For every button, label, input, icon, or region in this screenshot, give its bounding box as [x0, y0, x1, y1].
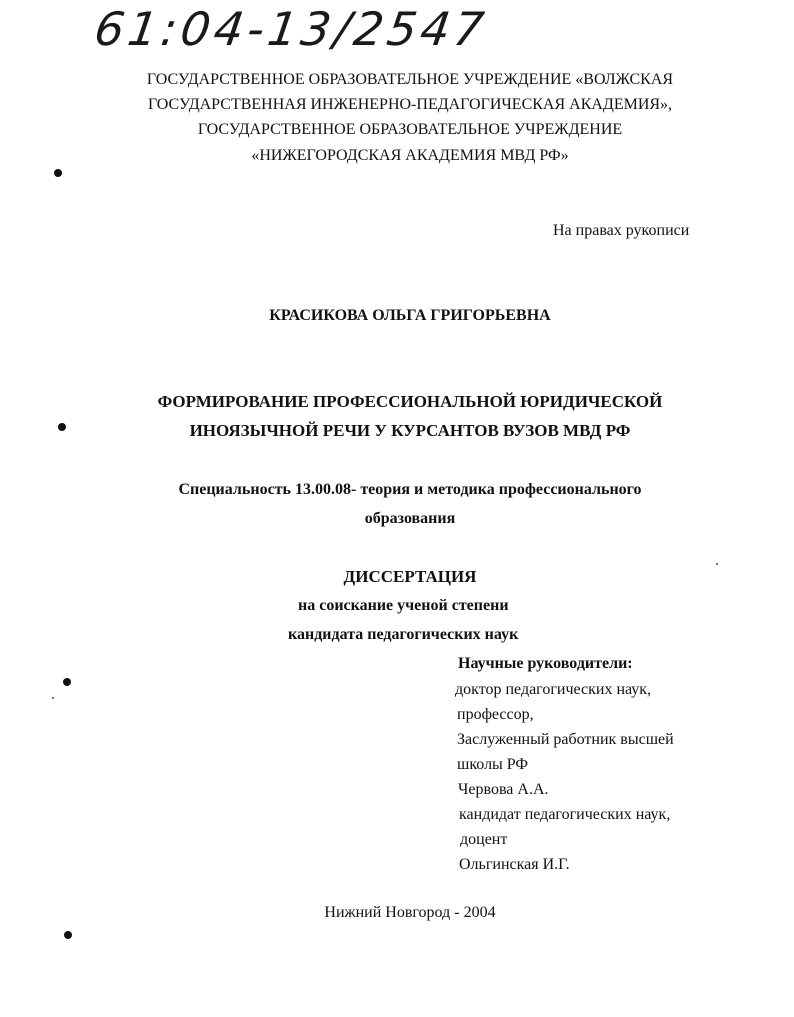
city-year: Нижний Новгород - 2004 [324, 904, 496, 921]
dissertation-title-line-2: ИНОЯЗЫЧНОЙ РЕЧИ У КУРСАНТОВ ВУЗОВ МВД РФ [189, 421, 631, 440]
institution-header-line-4: «НИЖЕГОРОДСКАЯ АКАДЕМИЯ МВД РФ» [251, 147, 569, 164]
dissertation-heading: ДИССЕРТАЦИЯ [343, 567, 477, 586]
supervisor-line: кандидат педагогических наук, [459, 806, 671, 823]
institution-header-line-2: ГОСУДАРСТВЕННАЯ ИНЖЕНЕРНО-ПЕДАГОГИЧЕСКАЯ АКАДЕМИЯ», [147, 96, 673, 113]
institution-header-line-3: ГОСУДАРСТВЕННОЕ ОБРАЗОВАТЕЛЬНОЕ УЧРЕЖДЕНИЕ [197, 121, 623, 138]
scan-speck [716, 563, 718, 565]
binding-hole-mark [64, 931, 72, 939]
dissertation-title-line-1: ФОРМИРОВАНИЕ ПРОФЕССИОНАЛЬНОЙ ЮРИДИЧЕСКОЙ [157, 392, 663, 411]
rights-note: На правах рукописи [553, 222, 690, 239]
supervisor-line: доцент [460, 831, 508, 848]
supervisor-line: Червова А.А. [458, 781, 549, 798]
supervisor-line: школы РФ [457, 756, 529, 773]
handwritten-archive-code: 61:04-13/2547 [91, 2, 492, 56]
supervisor-line: Ольгинская И.Г. [459, 856, 570, 873]
supervisor-line: профессор, [457, 706, 534, 723]
degree-line-2: кандидата педагогических наук [288, 626, 519, 643]
specialty-line-1: Специальность 13.00.08- теория и методика профессионального [178, 481, 642, 498]
binding-hole-mark [54, 169, 62, 177]
specialty-line-2: образования [364, 510, 456, 527]
binding-hole-mark [63, 678, 71, 686]
supervisor-line: Заслуженный работник высшей [457, 731, 674, 748]
author-name: КРАСИКОВА ОЛЬГА ГРИГОРЬЕВНА [269, 307, 551, 324]
scan-speck [52, 697, 54, 699]
supervisor-line: доктор педагогических наук, [455, 681, 652, 698]
institution-header-line-1: ГОСУДАРСТВЕННОЕ ОБРАЗОВАТЕЛЬНОЕ УЧРЕЖДЕНИЕ «ВОЛЖСКАЯ [146, 71, 674, 88]
degree-line-1: на соискание ученой степени [298, 597, 509, 614]
binding-hole-mark [58, 423, 66, 431]
supervisors-heading: Научные руководители: [458, 655, 633, 672]
